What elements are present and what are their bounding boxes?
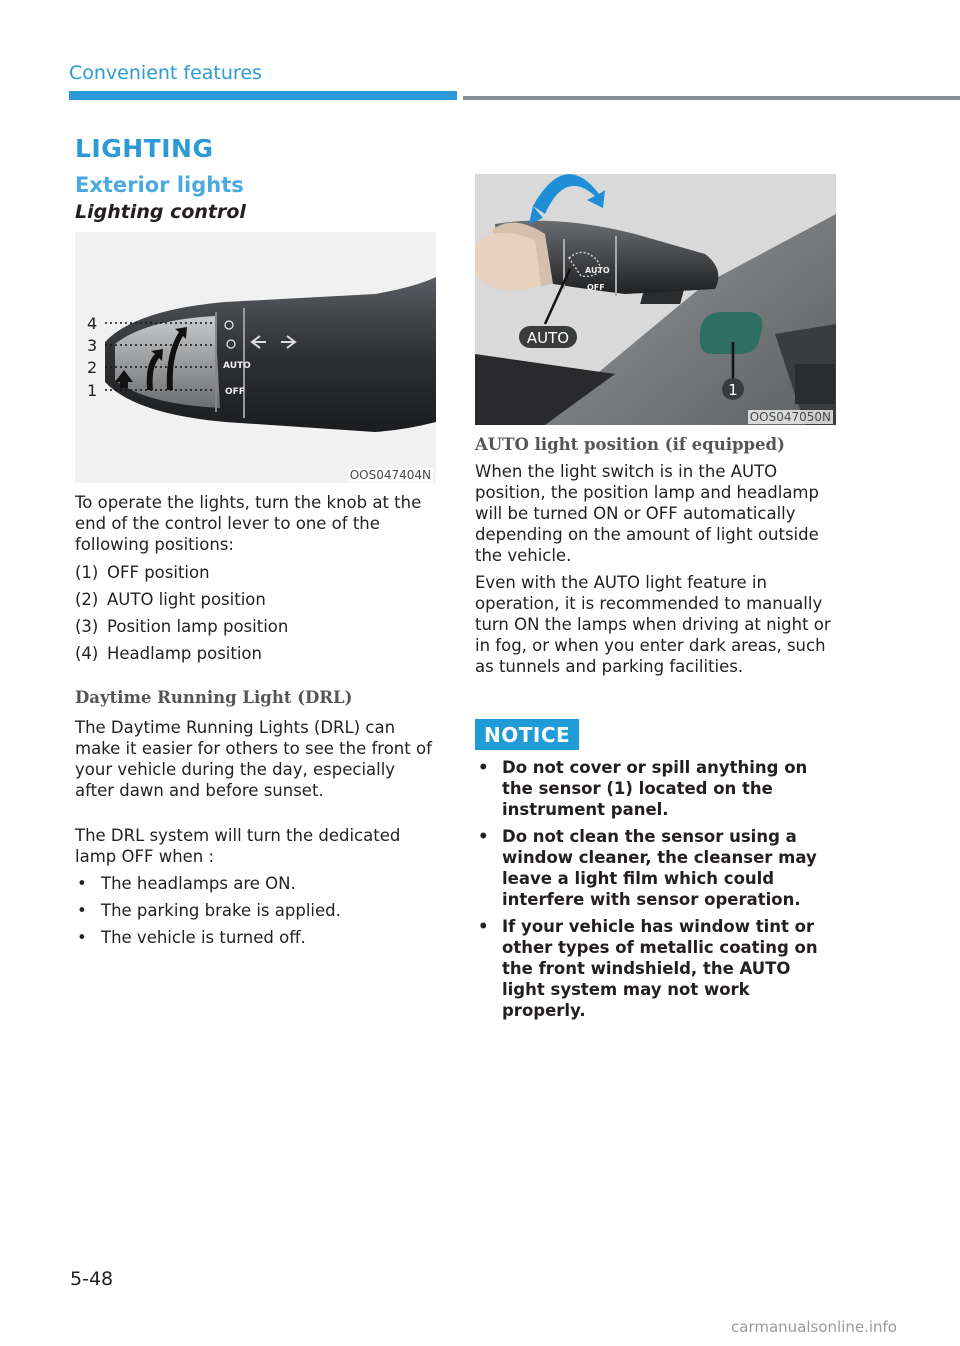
header-rule-accent [69,91,457,100]
list-item: • The vehicle is turned off. [77,928,306,947]
list-item: (3) Position lamp position [75,617,289,636]
subheading: Lighting control [75,201,246,223]
figure-code: OOS047404N [349,468,431,482]
watermark: carmanualsonline.info [731,1318,897,1336]
lever-off-label: OFF [225,387,245,397]
lever-auto-label: AUTO [223,361,251,371]
auto-paragraph-2: Even with the AUTO light feature in operation, it is recommended to manually turn ON the lamps when driving at night or in fog, or when you enter dark areas, such as tunnels and parking facilities. [475,573,831,676]
list-item: • Do not cover or spill anything on the sensor (1) located on the instrument panel. [478,758,808,819]
callout-4: 4 [87,314,98,333]
callout-2: 2 [87,358,98,377]
auto-callout: AUTO [526,329,570,347]
list-item: • If your vehicle has window tint or other types of metallic coating on the front windshield, the AUTO light system may not work properly. [478,917,818,1020]
subtitle: Exterior lights [75,173,244,197]
lever-off-label-2: OFF [587,283,605,292]
notice-badge: NOTICE [475,719,579,750]
figure-code: OOS047050N [749,410,831,424]
drl-bullets [75,870,341,951]
page-number: 5-48 [70,1268,114,1290]
sensor-callout: 1 [728,381,738,399]
list-item: (1) OFF position [75,563,210,582]
callout-1: 1 [87,381,98,400]
header-rule-gray [463,96,960,100]
auto-light-figure [475,174,836,425]
positions-list [75,559,288,667]
auto-heading: AUTO light position (if equipped) [475,435,785,454]
callout-3: 3 [87,336,98,355]
intro-text: To operate the lights, turn the knob at the end of the control lever to one of the following positions: [75,493,422,554]
page-title: LIGHTING [75,134,214,163]
list-item: • The parking brake is applied. [77,901,341,920]
lever-auto-label-2: AUTO [585,266,610,275]
list-item: (4) Headlamp position [75,644,262,663]
notice-list [475,757,835,1027]
drl-heading: Daytime Running Light (DRL) [75,688,353,707]
list-item: • Do not clean the sensor using a window cleaner, the cleanser may leave a light film which could interfere with sensor operation. [478,827,817,909]
drl-paragraph-1: The Daytime Running Lights (DRL) can make it easier for others to see the front of your vehicle during the day, especially after dawn and before sunset. [75,718,432,800]
list-item: • The headlamps are ON. [77,874,296,893]
auto-illustration [475,174,836,425]
lever-illustration [75,232,436,483]
section-header: Convenient features [69,62,262,84]
lighting-control-figure [75,232,436,483]
auto-paragraph-1: When the light switch is in the AUTO position, the position lamp and headlamp will be turned ON or OFF automatically depending on the amount of light outside the vehicle. [475,462,819,565]
list-item: (2) AUTO light position [75,590,266,609]
drl-paragraph-2: The DRL system will turn the dedicated lamp OFF when : [75,826,401,866]
